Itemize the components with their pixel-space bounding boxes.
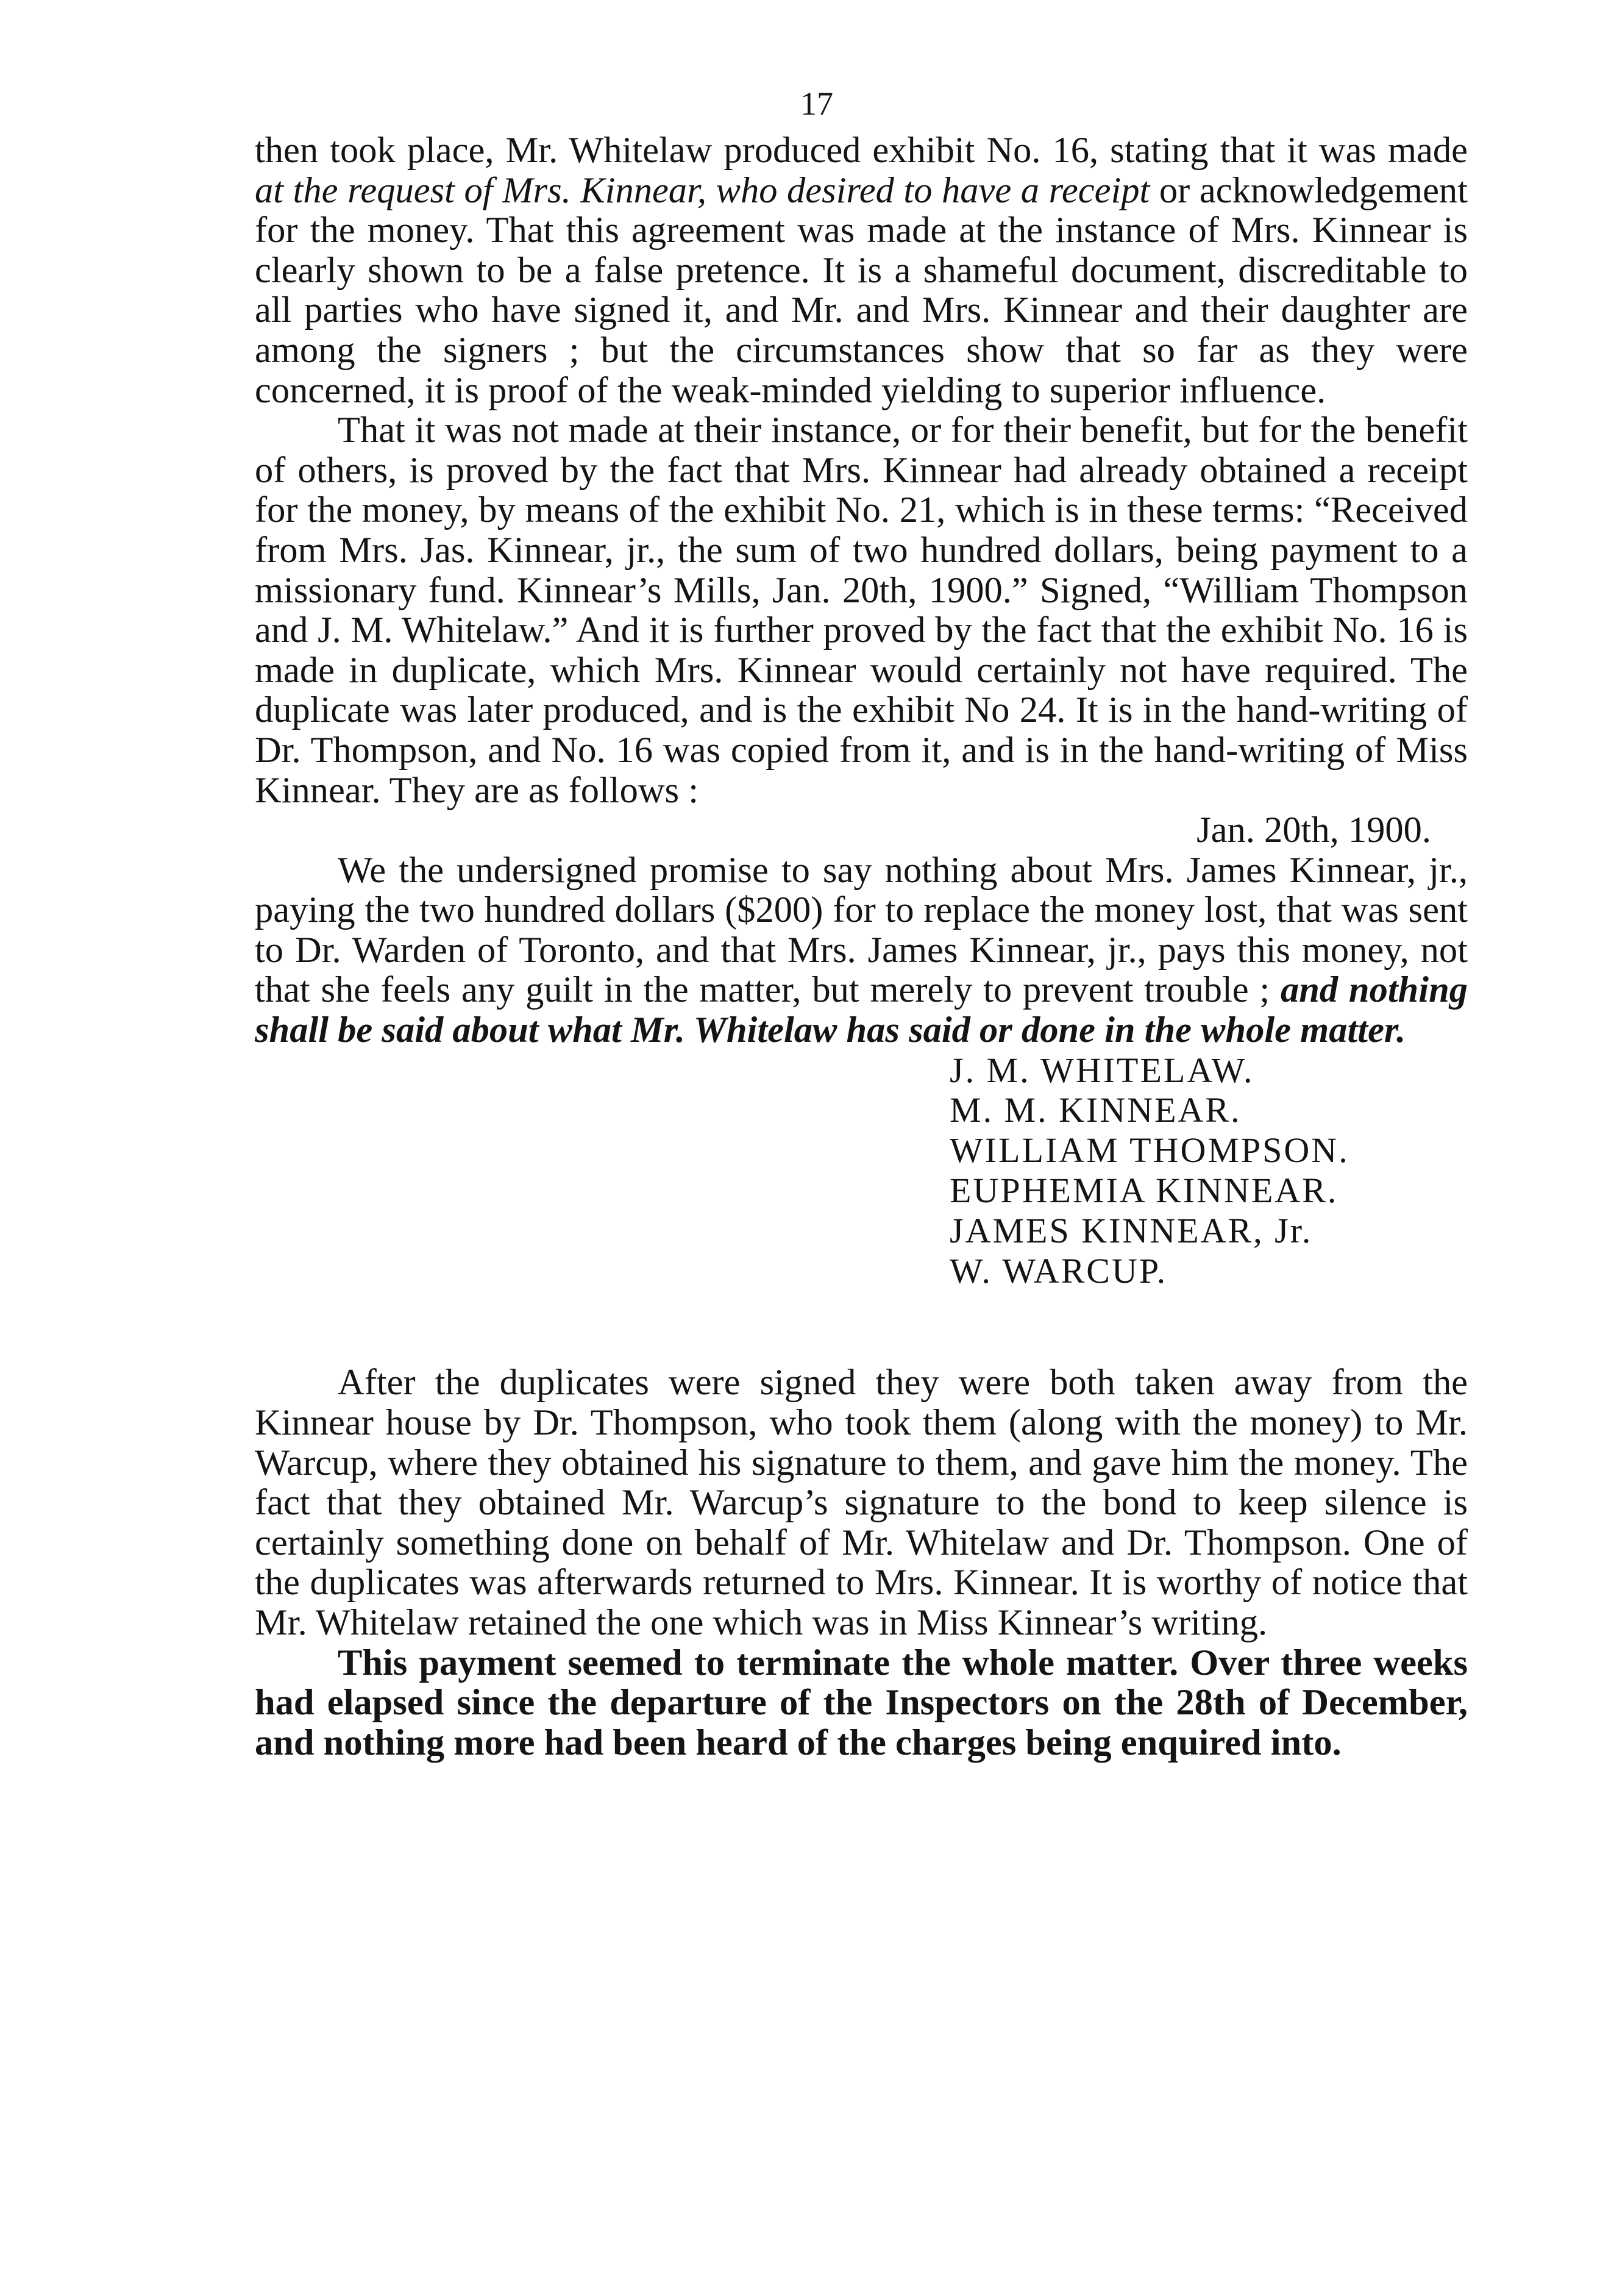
paragraph-text: or acknowledgement for the money. That this agreement was made at the instance of Mrs. Kinnear is clearly shown to be a false pretence. It is a shameful document, discreditable to all parties who have signed it, and Mr. and Mrs. Kinnear and their daughter are among the signers ; but the circumstances show that so far as they were concerned, it is proof of the weak-minded yielding to superior influence.: [255, 169, 1468, 411]
paragraph-exhibit-16: [255, 130, 1468, 410]
signer: J. M. WHITELAW.: [950, 1050, 1254, 1090]
signer: JAMES KINNEAR, Jr.: [950, 1210, 1313, 1250]
signers-list: [255, 1050, 1468, 1363]
agreement-emphasis: and nothing shall be said about what Mr. Whitelaw has said or done in the whole matter.: [255, 969, 1468, 1051]
page-number: 17: [800, 85, 833, 122]
paragraph-exhibit-21: That it was not made at their instance, or for their benefit, but for the benefit of others, is proved by the fact that Mrs. Kinnear had already obtained a receipt for the money, by means of the exhibit No. 21, which is in these terms: “Received from Mrs. Jas. Kinnear, jr., the sum of two hundred dollars, being payment to a missionary fund. Kinnear’s Mills, Jan. 20th, 1900.” Signed, “William Thompson and J. M. Whitelaw.” And it is further proved by the fact that the exhibit No. 16 is made in duplicate, which Mrs. Kinnear would certainly not have required. The duplicate was later produced, and is the exhibit No 24. It is in the hand-writing of Dr. Thompson, and No. 16 was copied from it, and is in the hand-writing of Miss Kinnear. They are as follows :: [255, 410, 1468, 811]
paragraph-duplicates: After the duplicates were signed they were both taken away from the Kinnear house by Dr. Thompson, who took them (along with the money) to Mr. Warcup, where they obtained his signature to them, and gave him the money. The fact that they obtained Mr. Warcup’s signature to the bond to keep silence is certainly something done on behalf of Mr. Whitelaw and Dr. Thompson. One of the duplicates was afterwards returned to Mrs. Kinnear. It is worthy of notice that Mr. Whitelaw retained the one which was in Miss Kinnear’s writing.: [255, 1362, 1468, 1643]
body-text: [255, 130, 1468, 1763]
paragraph-conclusion: This payment seemed to terminate the whole matter. Over three weeks had elapsed since the departure of the Inspectors on the 28th of December, and nothing more had been heard of the charges being enquired into.: [255, 1642, 1468, 1763]
italic-emphasis: at the request of Mrs. Kinnear, who desired to have a receipt: [255, 169, 1150, 211]
signer: WILLIAM THOMPSON.: [950, 1130, 1349, 1171]
signer: M. M. KINNEAR.: [950, 1090, 1242, 1130]
exhibit-agreement-text: [255, 850, 1468, 1050]
signer: W. WARCUP.: [950, 1250, 1168, 1291]
agreement-text: We the undersigned promise to say nothing about Mrs. James Kinnear, jr., paying the two hundred dollars ($200) for to replace the money lost, that was sent to Dr. Warden of Toronto, and that Mrs. James Kinnear, jr., pays this money, not that she feels any guilt in the matter, but merely to prevent trouble ;: [255, 849, 1468, 1011]
signer: EUPHEMIA KINNEAR.: [950, 1171, 1338, 1211]
paragraph-text: then took place, Mr. Whitelaw produced exhibit No. 16, stating that it was made: [255, 130, 1468, 171]
exhibit-date: Jan. 20th, 1900.: [1196, 810, 1431, 851]
